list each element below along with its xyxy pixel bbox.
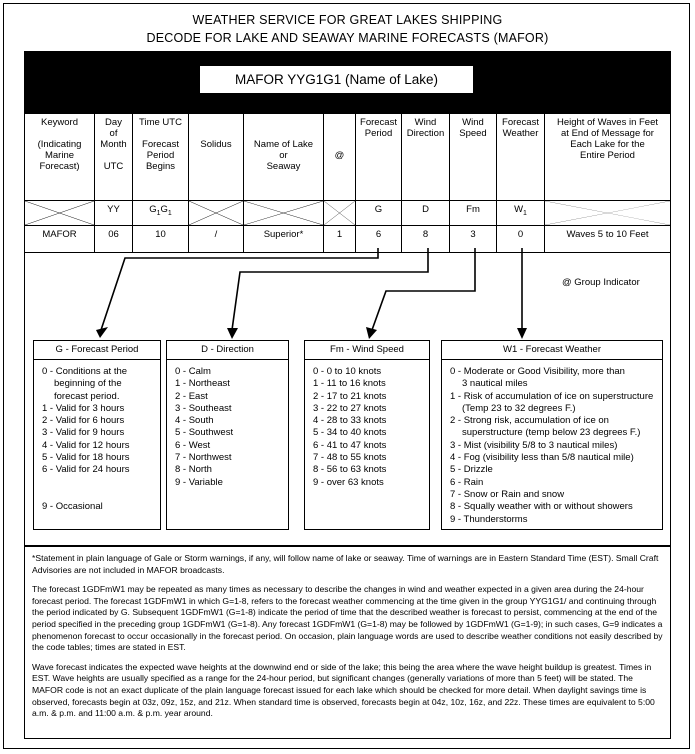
list-item: 2 - East bbox=[175, 390, 208, 402]
list-item: 6 - Valid for 24 hours bbox=[42, 464, 130, 476]
header-time: Time UTC Forecast Period Begins bbox=[133, 114, 189, 201]
header-keyword: Keyword (Indicating Marine Forecast) bbox=[25, 114, 95, 201]
list-item: 4 - Valid for 12 hours bbox=[42, 439, 130, 451]
note-forecast-repeat: The forecast 1GDFmW1 may be repeated as many times as necessary to describe the changes in wind and weather expected in a given area during the 24-hour forecast period. The forecast 1GDFmW1 in which G=1-8, refers to the forecast weather commencing at the time given in the group YYG1G1/ and continuing through the period indicated by G. Subsequent 1GDFmW1 (G=1-8) indicate the period of time that the described weather is forecast to persist, commencing at the end of the period specified in the preceding group 1GDFmW1 (G=1-8). Any forecast 1GDFmW1 (G=1-8) may be followed by 1GDFmW1 (G=1-9); in such cases, G=9 indicates a phenomenon forecast to occur occasionally in the forecast period. On occasion, plain language words are used to describe weather conditions not easily described by the code tables; times are stated in EST. bbox=[32, 584, 663, 653]
list-item: 6 - Rain bbox=[450, 476, 484, 488]
header-waves: Height of Waves in Feet at End of Message for Each Lake for the Entire Period bbox=[545, 114, 671, 201]
box-forecast-period-title: G - Forecast Period bbox=[34, 341, 160, 360]
example-time: 10 bbox=[133, 226, 189, 253]
box-wind-speed bbox=[304, 340, 430, 530]
list-item: 0 - 0 to 10 knots bbox=[313, 366, 382, 377]
title-line-2: DECODE FOR LAKE AND SEAWAY MARINE FORECASTS (MAFOR) bbox=[146, 31, 549, 45]
header-lake: Name of Lake or Seaway bbox=[244, 114, 324, 201]
arrow-head-direction bbox=[227, 328, 238, 339]
format-line: MAFOR YYG1G1 (Name of Lake) 1GDFmW1 bbox=[199, 65, 474, 94]
list-item bbox=[42, 489, 152, 501]
list-item: 2 - 17 to 21 knots bbox=[313, 390, 387, 402]
weather-list bbox=[442, 360, 662, 526]
list-item: 0 - Moderate or Good Visibility, more than bbox=[450, 366, 625, 377]
list-item: 3 - 22 to 27 knots bbox=[313, 402, 387, 414]
list-item: 2 - Strong risk, accumulation of ice on bbox=[450, 415, 609, 427]
list-item: beginning of the bbox=[54, 378, 122, 390]
arrow-head-speed bbox=[366, 327, 377, 339]
direction-list bbox=[167, 360, 288, 489]
list-item: 7 - 48 to 55 knots bbox=[313, 452, 387, 464]
list-item: 1 - Valid for 3 hours bbox=[42, 402, 125, 414]
list-item: 0 - Calm bbox=[175, 366, 211, 377]
example-waves: Waves 5 to 10 Feet bbox=[545, 226, 671, 253]
header-solidus: Solidus bbox=[189, 114, 244, 201]
arrow-forecast-period bbox=[101, 248, 378, 330]
list-item: 4 - Fog (visibility less than 5/8 nautical mile) bbox=[450, 452, 634, 464]
list-item: 6 - 41 to 47 knots bbox=[313, 439, 387, 451]
example-wind-speed: 3 bbox=[450, 226, 497, 253]
list-item: (Temp 23 to 32 degrees F.) bbox=[462, 402, 576, 414]
list-item: 9 - Variable bbox=[175, 476, 223, 488]
code-day: YY bbox=[95, 201, 133, 226]
list-item: 0 - Conditions at the bbox=[42, 366, 128, 377]
notes-box bbox=[24, 546, 671, 739]
header-wind-direction: Wind Direction bbox=[402, 114, 450, 201]
header-forecast-period: Forecast Period bbox=[356, 114, 402, 201]
period-list bbox=[34, 360, 160, 514]
example-keyword: MAFOR bbox=[25, 226, 95, 253]
list-item: 1 - Risk of accumulation of ice on superstructure bbox=[450, 390, 654, 402]
list-item: 8 - Squally weather with or without showers bbox=[450, 501, 633, 513]
list-item: 3 - Southeast bbox=[175, 402, 232, 414]
list-item: 3 - Mist (visibility 5/8 to 3 nautical miles) bbox=[450, 439, 618, 451]
list-item: 3 nautical miles bbox=[462, 378, 528, 390]
list-item: 4 - South bbox=[175, 415, 214, 427]
box-forecast-period bbox=[33, 340, 161, 530]
list-item: 7 - Snow or Rain and snow bbox=[450, 488, 565, 500]
example-forecast-weather: 0 bbox=[497, 226, 545, 253]
example-day: 06 bbox=[95, 226, 133, 253]
speed-list bbox=[305, 360, 429, 489]
code-wind-speed: Fm bbox=[450, 201, 497, 226]
arrow-head-weather bbox=[517, 328, 527, 339]
note-warnings: *Statement in plain language of Gale or Storm warnings, if any, will follow name of lake or seaway. Time of warnings are in Eastern Standard Time (EST). Small Craft Advisories are not included in MAFOR broadcasts. bbox=[32, 553, 659, 575]
list-item: 1 - Northeast bbox=[175, 378, 230, 390]
list-item: 8 - 56 to 63 knots bbox=[313, 464, 387, 476]
list-item bbox=[42, 477, 152, 489]
header-day: Day of Month UTC bbox=[95, 114, 133, 201]
arrow-wind-speed bbox=[372, 248, 475, 330]
code-wind-direction: D bbox=[402, 201, 450, 226]
example-forecast-period: 6 bbox=[356, 226, 402, 253]
example-at: 1 bbox=[324, 226, 356, 253]
list-item: superstructure (temp below 23 degrees F.) bbox=[462, 427, 641, 439]
list-item: 5 - Valid for 18 hours bbox=[42, 452, 130, 464]
group-indicator-note: @ Group Indicator bbox=[562, 277, 640, 288]
example-wind-direction: 8 bbox=[402, 226, 450, 253]
list-item: 5 - Southwest bbox=[175, 427, 234, 439]
list-item: 9 - over 63 knots bbox=[313, 476, 384, 488]
box-forecast-weather-title: W1 - Forecast Weather bbox=[442, 341, 662, 360]
box-forecast-weather bbox=[441, 340, 663, 530]
example-solidus: / bbox=[189, 226, 244, 253]
box-wind-speed-title: Fm - Wind Speed bbox=[305, 341, 429, 360]
list-item: 3 - Valid for 9 hours bbox=[42, 427, 125, 439]
box-direction-title: D - Direction bbox=[167, 341, 288, 360]
header-forecast-weather: Forecast Weather bbox=[497, 114, 545, 201]
list-item: 5 - 34 to 40 knots bbox=[313, 427, 387, 439]
arrow-head-period bbox=[96, 327, 108, 338]
note-wave-forecast: Wave forecast indicates the expected wave heights at the downwind end or side of the lake; this being the area where the wave height buildup is greatest. Times in EST. Wave heights are usually specified as a range for the 24-hour period, but significant changes (generally variations of more than 5 feet) will be stated. The MAFOR code is not an exact duplicate of the plain language forecast issued for each lake which should be checked for more detail. When daylight savings time is observed, forecasts begin at 03z, 09z, 15z, and 21z. When standard time is observed, forecasts begin at 04z, 10z, 16z, and 22z. These times are equivalent to 5:00 a.m. & p.m. and 11:00 a.m. & p.m. year around. bbox=[32, 661, 655, 719]
list-item: 5 - Drizzle bbox=[450, 464, 493, 476]
code-forecast-period: G bbox=[356, 201, 402, 226]
header-wind-speed: Wind Speed bbox=[450, 114, 497, 201]
arrow-wind-direction bbox=[232, 248, 428, 330]
list-item: 8 - North bbox=[175, 464, 212, 476]
list-item: 7 - Northwest bbox=[175, 452, 232, 464]
list-item: forecast period. bbox=[54, 390, 120, 402]
code-forecast-weather: $W_1$ bbox=[497, 201, 545, 226]
header-at: @ bbox=[324, 114, 356, 201]
list-item: 4 - 28 to 33 knots bbox=[313, 415, 387, 427]
list-item: 2 - Valid for 6 hours bbox=[42, 415, 125, 427]
box-direction bbox=[166, 340, 289, 530]
code-time: $G_1G_1$ bbox=[133, 201, 189, 226]
list-item: 1 - 11 to 16 knots bbox=[313, 378, 386, 390]
example-lake: Superior* bbox=[244, 226, 324, 253]
list-item: 6 - West bbox=[175, 439, 211, 451]
title-line-1: WEATHER SERVICE FOR GREAT LAKES SHIPPING bbox=[192, 13, 503, 27]
list-item: 9 - Occasional bbox=[42, 501, 103, 513]
list-item: 9 - Thunderstorms bbox=[450, 513, 528, 525]
